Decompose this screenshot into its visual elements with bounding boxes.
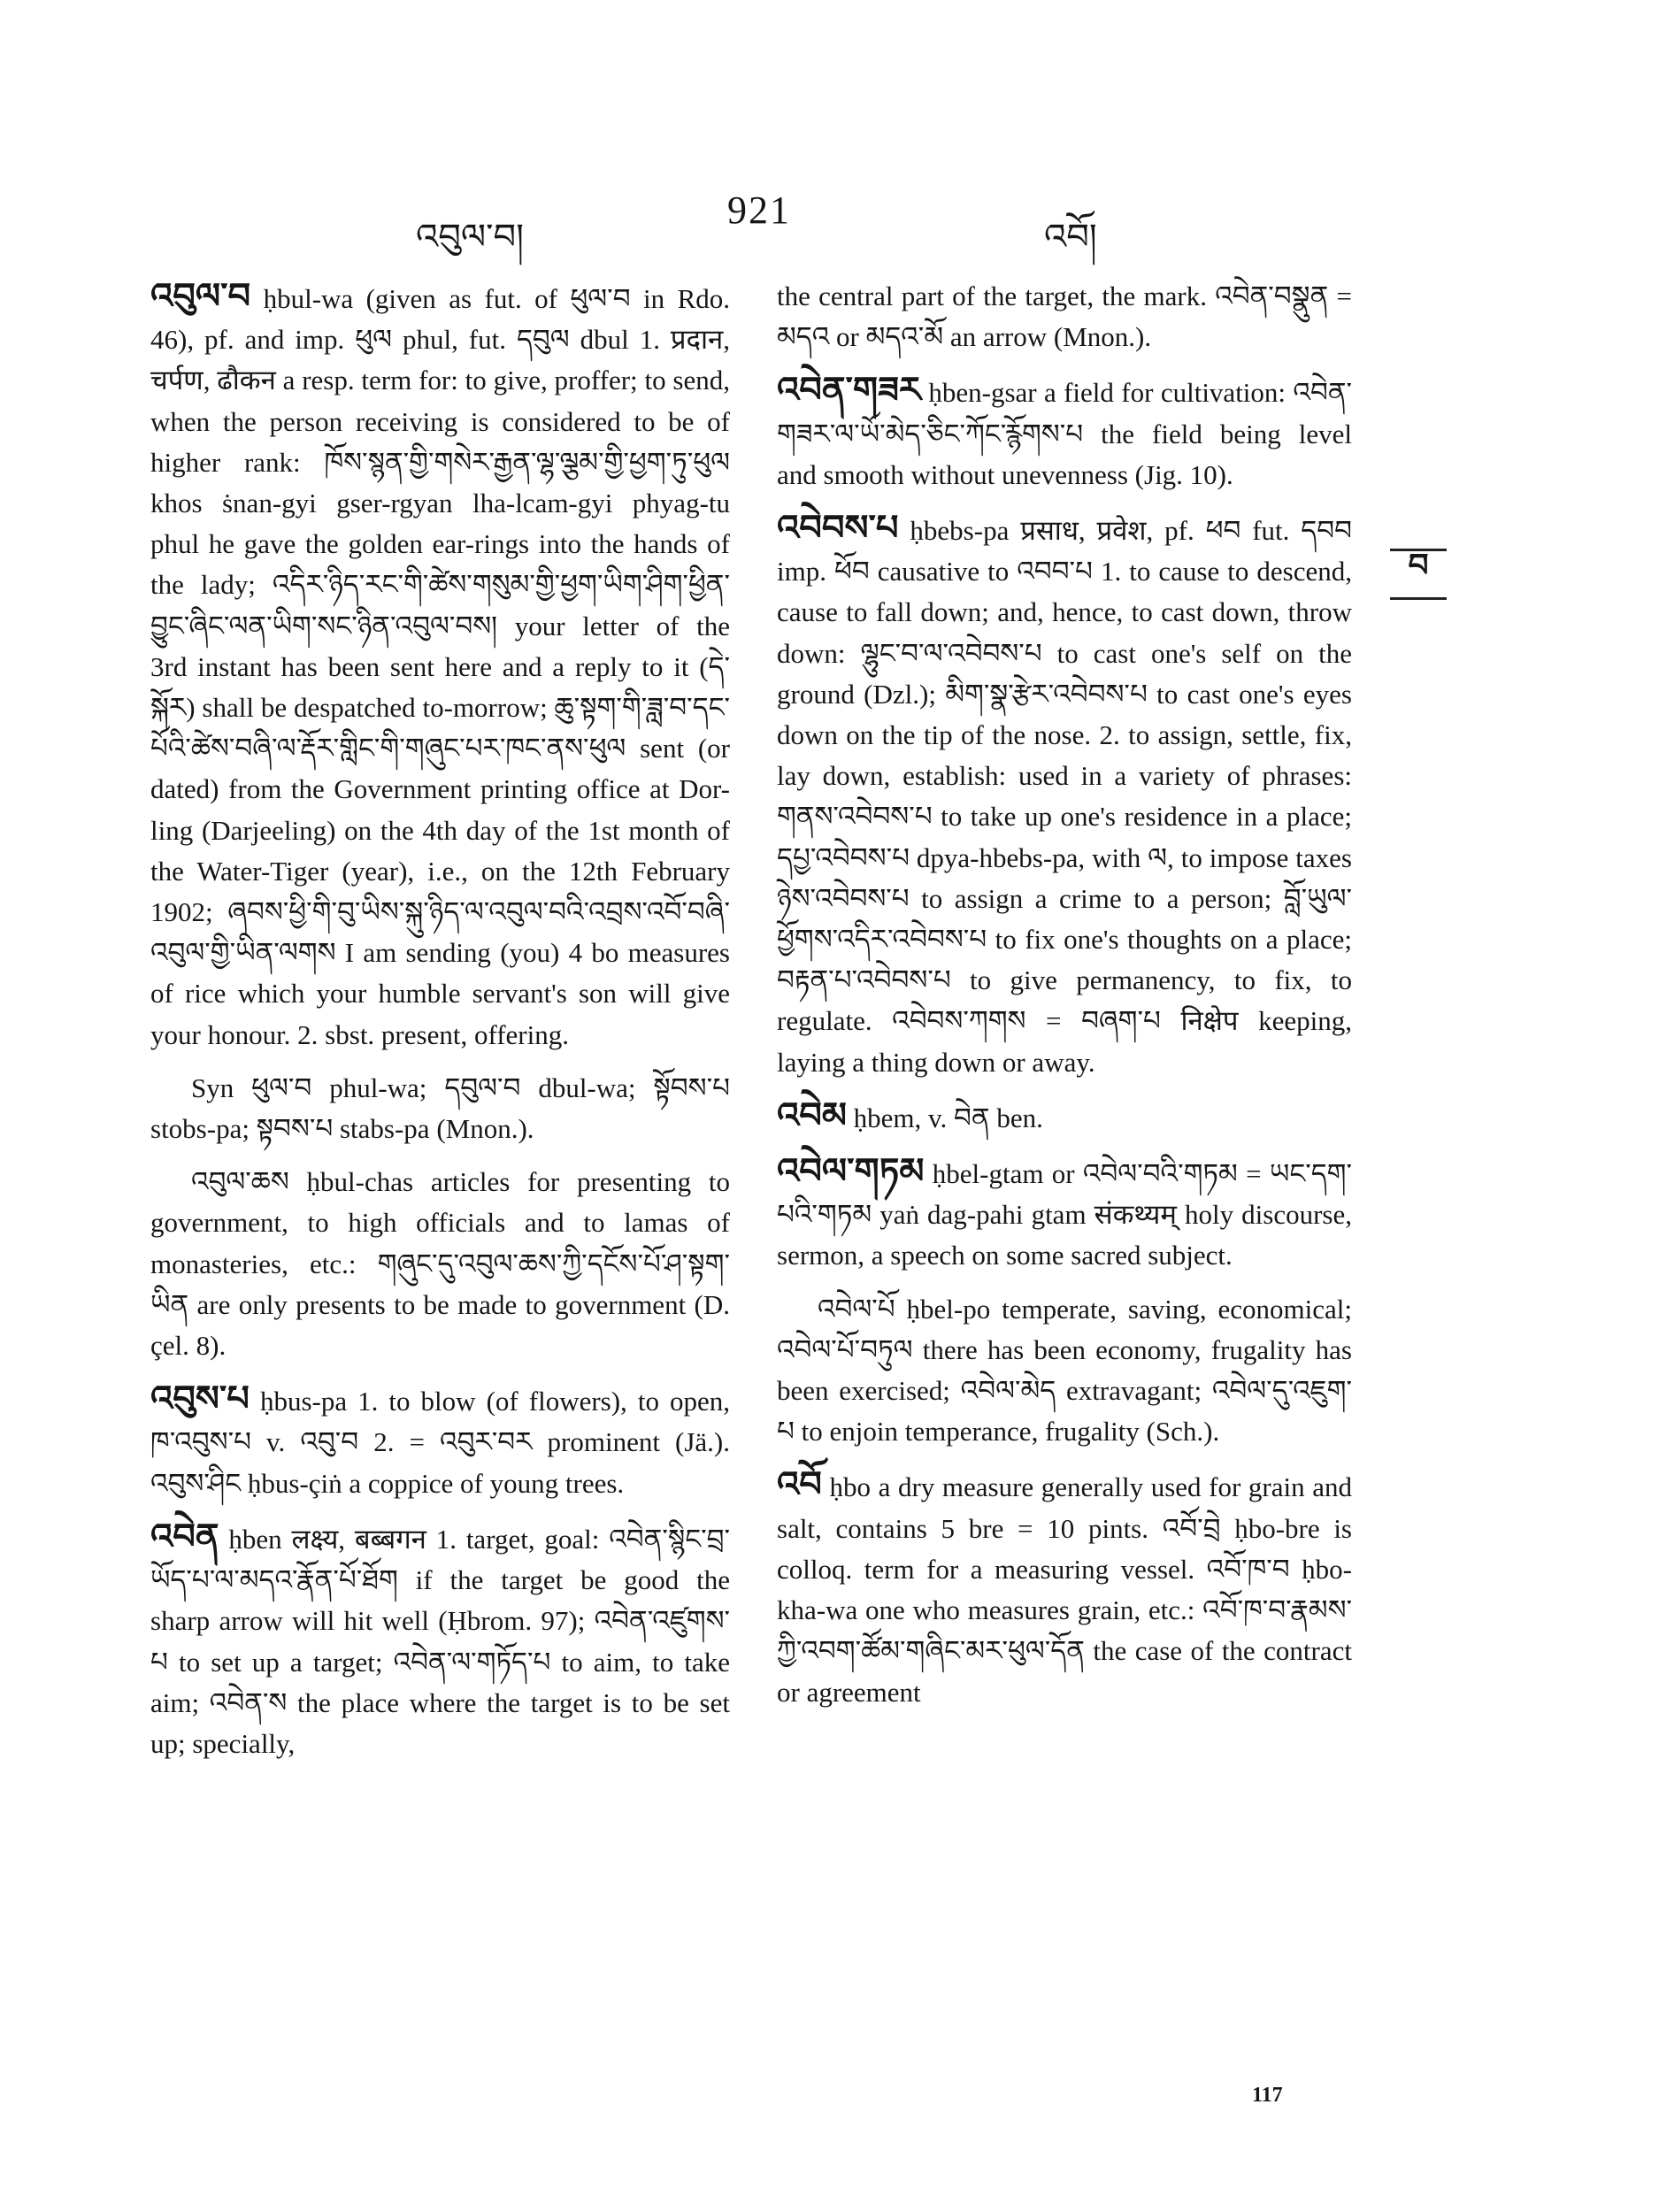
- header-left-guide-word: འབུལ་བ།: [416, 217, 524, 257]
- headword: འབེན: [150, 1516, 219, 1556]
- entry-body: ḥbem, v. བེན ben.: [853, 1102, 1043, 1133]
- entry-hben-continued: [777, 276, 1352, 357]
- entry-synonyms: [150, 1068, 730, 1149]
- entry-body: the central part of the target, the mark. འབེན་བསྣུན = མདའ or མདའ་མོ an arrow (Mnon.).: [777, 280, 1352, 353]
- entry-body: འབེལ་པོ ḥbel-po temperate, saving, economical; འབེལ་པོ་བཏུལ there has been economy, frugality has been exercised; འབེལ་མེད extravagant; འབེལ་དུ་འཇུག་པ to enjoin temperance, frugality (Sch.).: [777, 1293, 1352, 1448]
- entry-hbo: [777, 1464, 1352, 1712]
- entry-hbem: [777, 1095, 1352, 1139]
- entry-hbus-pa: [150, 1379, 730, 1504]
- headword: འབུལ་བ: [150, 276, 251, 316]
- entry-body: འབུལ་ཆས ḥbul-chas articles for presenting to government, to high officials and to lamas of monasteries, etc.: གཞུང་དུ་འབུལ་ཆས་ཀྱི་དངོས་པོ་ཤ་སྟག་ཡིན are only presents to be made to government (D. çel. 8).: [150, 1166, 730, 1362]
- headword: འབུས་པ: [150, 1379, 250, 1419]
- headword: འབེན་གཟར: [777, 370, 921, 411]
- entry-body: ḥbebs-pa प्रसाध, प्रवेश, pf. ཕབ fut. དབབ imp. ཕོབ causative to འབབ་པ 1. to cause to descend, cause to fall down; and, hence, to cast down, throw down: ལྷུང་བ་ལ་འབེབས་པ to cast one's self on the ground (Dzl.); མིག་སྣ་རྩེར་འབེབས་པ to cast one's eyes down on the tip of the nose. 2. to assign, settle, fix, lay down, establish: used in a variety of phrases: གནས་འབེབས་པ to take up one's residence in a place; དཔྱ་འབེབས་པ dpya-hbebs-pa, with ལ, to impose taxes ཉེས་འབེབས་པ to assign a crime to a person; བློ་ཡུལ་ཕྱོགས་འདིར་འབེབས་པ to fix one's thoughts on a place; བརྟན་པ་འབེབས་པ to give permanency, to fix, to regulate. འབེབས་ཀགས = བཞག་པ निक्षेप keeping, laying a thing down or away.: [777, 515, 1352, 1078]
- entry-body: ḥben लक्ष्य, बब्बगन 1. target, goal: འབེན་སྙིང་བྲ་ཡོད་པ་ལ་མདའ་རྣོན་པོ་ཐོག if the target be good the sharp arrow will hit well (Ḥbrom. 97); འབེན་འཛུགས་པ to set up a target; འབེན་ལ་གཏོད་པ to aim, to take aim; འབེན་ས the place where the target is to be set up; specially,: [150, 1523, 730, 1759]
- headword: འབེལ་གཏམ: [777, 1151, 925, 1192]
- entry-body: Syn ཕུལ་བ phul-wa; དབུལ་བ dbul-wa; སྟོབས་པ stobs-pa; སྟབས་པ stabs-pa (Mnon.).: [150, 1071, 730, 1145]
- left-column: [150, 276, 730, 1777]
- entry-body: ḥbus-pa 1. to blow (of flowers), to open, ཁ་འབུས་པ v. འབུ་བ 2. = འབུར་བར prominent (Jä.). འབུས་ཤིང ḥbus-çiṅ a coppice of young trees.: [150, 1386, 731, 1499]
- page-header: [0, 188, 1659, 257]
- margin-letter-tab: བ: [1390, 549, 1447, 600]
- entry-hben-gsar: [777, 370, 1352, 495]
- signature-number: 117: [1252, 2084, 1283, 2107]
- headword: འབོ: [777, 1464, 822, 1505]
- entry-hbebs-pa: [777, 508, 1352, 1083]
- entry-body: ḥben-gsar a field for cultivation: འབེན་གཟར་ལ་ཡོ་མེད་ཅིང་ཀོང་རྙོགས་པ the field being level and smooth without unevenness (Jig. 10).: [777, 377, 1352, 490]
- entry-body: ḥbel-gtam or འབེལ་བའི་གཏམ = ཡང་དག་པའི་གཏམ yaṅ dag-pahi gtam संकथ्यम् holy discourse, sermon, a speech on some sacred subject.: [777, 1158, 1353, 1271]
- entry-hbel-po: [777, 1289, 1352, 1453]
- page-number: 921: [727, 188, 791, 232]
- entry-hbel-gtam: [777, 1151, 1352, 1277]
- headword: འབེམ: [777, 1094, 847, 1135]
- right-column: [777, 276, 1352, 1725]
- header-right-guide-word: འབོ།: [1044, 217, 1097, 257]
- entry-body: ḥbo a dry measure generally used for grain and salt, contains 5 bre = 10 pints. འབོ་བྲེ ḥbo-bre is colloq. term for a measuring vessel. འབོ་ཁ་བ ḥbo-kha-wa one who measures grain, etc.: འབོ་ཁ་བ་རྣམས་ཀྱི་འབག་ཚོམ་གཞིང་མར་ཕུལ་དོན the case of the contract or agreement: [777, 1471, 1352, 1708]
- entry-body: ḥbul-wa (given as fut. of ཕུལ་བ in Rdo. 46), pf. and imp. ཕུལ phul, fut. དབུལ dbul 1. प्रदान, चर्पण, ढौकन a resp. term for: to give, proffer; to send, when the person receiving is considered to be of higher rank: ཁོས་སྙན་གྱི་གསེར་རྒྱན་ལྷ་ལྕམ་གྱི་ཕྱག་ཏུ་ཕུལ khos ṡnan-gyi gser-rgyan lha-lcam-gyi phyag-tu phul he gave the golden ear-rings into the hands of the lady; འདིར་ཉིད་རང་གི་ཚེས་གསུམ་གྱི་ཕྱག་ཡིག་ཤིག་ཕྱིན་བྱུང་ཞིང་ལན་ཡིག་སང་ཉིན་འབུལ་བས། your letter of the 3rd instant has been sent here and a reply to it (དེ་སྐོར) shall be despatched to-morrow; ཆུ་སྟག་གི་ཟླ་བ་དང་པོའི་ཚེས་བཞི་ལ་རྡོར་གླིང་གི་གཞུང་པར་ཁང་ནས་ཕུལ sent (or dated) from the Government printing office at Dor-ling (Darjeeling) on the 4th day of the 1st month of the Water-Tiger (year), i.e., on the 12th February 1902; ཞབས་ཕྱི་གི་བུ་ཡིས་སྐུ་ཉིད་ལ་འབུལ་བའི་འབྲས་འབོ་བཞི་འབུལ་གྱི་ཡིན་ལགས I am sending (you) 4 bo measures of rice which your humble servant's son will give your honour. 2. sbst. present, offering.: [150, 283, 730, 1050]
- entry-hben: [150, 1517, 730, 1764]
- entry-hbul-wa: [150, 276, 730, 1056]
- entry-hbul-chas: [150, 1162, 730, 1366]
- headword: འབེབས་པ: [777, 508, 899, 549]
